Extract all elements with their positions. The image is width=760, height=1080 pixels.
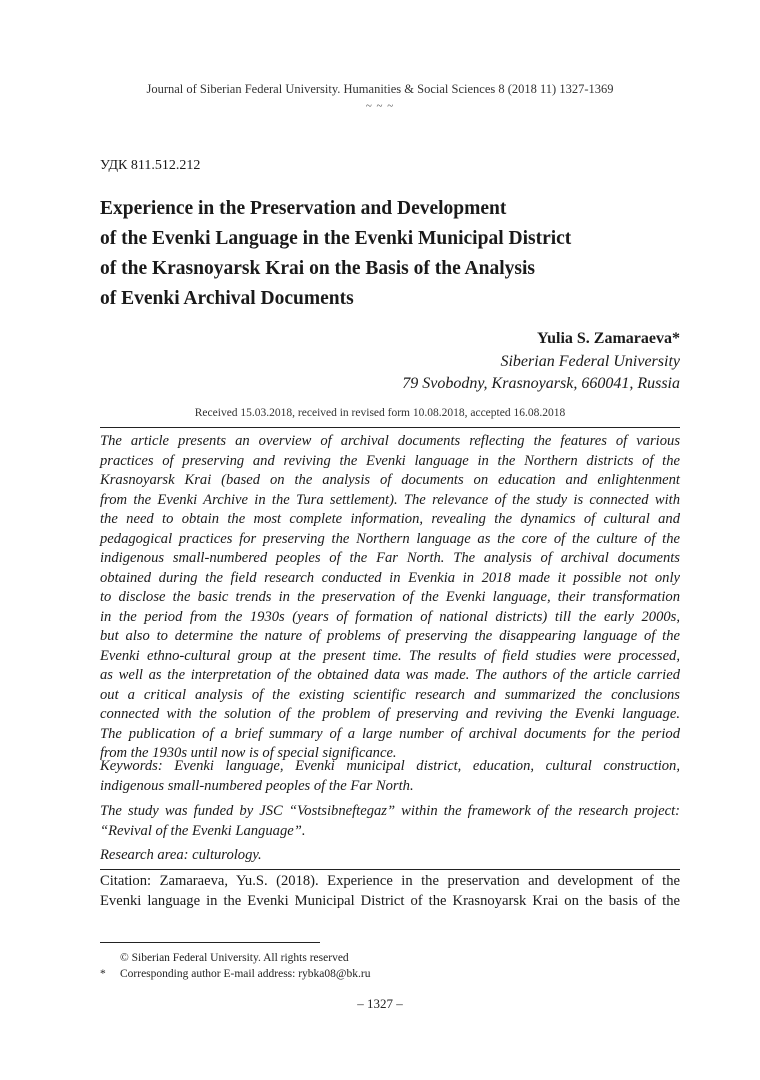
keywords — [100, 757, 680, 796]
title-line: of the Evenki Language in the Evenki Municipal District — [100, 228, 572, 249]
research-area — [100, 846, 680, 866]
copyright-footnote: © Siberian Federal University. All rights reserved — [120, 952, 349, 964]
author-block — [402, 328, 680, 396]
udk-code: УДК 811.512.212 — [100, 158, 201, 173]
citation — [100, 872, 680, 911]
corresponding-footnote — [100, 968, 370, 980]
abstract-line: in the period from the 1930s (years of formation of national districts) till the early 2000s, — [100, 608, 680, 625]
funding-line: “Revival of the Evenki Language”. — [100, 822, 306, 839]
research-area-text: Research area: culturology. — [100, 847, 262, 863]
title-line: of the Krasnoyarsk Krai on the Basis of the Analysis — [100, 258, 535, 279]
abstract-line: from the 1930s until now is of special significance. — [100, 745, 397, 761]
keywords-line: Keywords: Evenki language, Evenki municipal district, education, cultural construction, — [100, 758, 680, 774]
page-number: – 1327 – — [357, 996, 403, 1011]
citation-line: Citation: Zamaraeva, Yu.S. (2018). Experience in the preservation and development of the — [100, 873, 680, 889]
abstract-line: pedagogical practices for preserving the Northern language as the core of the culture of the — [100, 530, 680, 547]
abstract-line: Evenki ethno-cultural group at the present time. The results of field studies were processed, — [100, 647, 680, 664]
abstract-line: obtained during the field research conducted in Evenkia in 2018 made it possible not only — [100, 569, 680, 586]
title-line: of Evenki Archival Documents — [100, 288, 354, 309]
divider-top — [100, 427, 680, 428]
abstract-line: indigenous small-numbered peoples of the Far North. The analysis of archival documents — [100, 550, 680, 566]
journal-header: Journal of Siberian Federal University. Humanities & Social Sciences 8 (2018 11) 1327-1369 — [146, 82, 614, 96]
abstract-line: to disclose the basic trends in the preservation of the Evenki language, their transformation — [100, 589, 680, 605]
footnote-divider — [100, 942, 320, 943]
funding-line: The study was funded by JSC “Vostsibneftegaz” within the framework of the research project: — [100, 803, 680, 819]
funding-note — [100, 802, 680, 841]
keywords-line: indigenous small-numbered peoples of the Far North. — [100, 777, 414, 794]
abstract — [100, 432, 680, 764]
received-dates: Received 15.03.2018, received in revised form 10.08.2018, accepted 16.08.2018 — [194, 407, 566, 419]
title-line: Experience in the Preservation and Development — [100, 198, 507, 219]
abstract-line: but also to determine the nature of problems of preserving the disappearing language of the — [100, 628, 680, 644]
abstract-line: connected with the solution of the problem of preserving and reviving the Evenki language. — [100, 706, 680, 722]
abstract-line: the need to obtain the most complete information, revealing the dynamics of cultural and — [100, 511, 680, 527]
abstract-line: practices of preserving and reviving the Evenki language in the Northern districts of the — [100, 452, 680, 469]
article-title — [100, 194, 640, 314]
abstract-line: as well as the interpretation of the obtained data was made. The authors of the article carried — [100, 667, 680, 683]
author-address: 79 Svobodny, Krasnoyarsk, 660041, Russia — [402, 375, 680, 392]
header-ornament: ~ ~ ~ — [365, 100, 395, 112]
abstract-line: out a critical analysis of the existing scientific research and summarized the conclusions — [100, 686, 680, 703]
divider-bottom — [100, 869, 680, 870]
abstract-line: from the Evenki Archive in the Tura settlement). The relevance of the study is connected with — [100, 491, 680, 508]
abstract-line: Krasnoyarsk Krai (based on the analysis of documents on education and enlightenment — [100, 472, 680, 488]
citation-line: Evenki language in the Evenki Municipal District of the Krasnoyarsk Krai on the basis of the — [100, 892, 680, 909]
author-affiliation: Siberian Federal University — [500, 352, 680, 370]
abstract-line: The publication of a brief summary of a large number of archival documents for the period — [100, 725, 680, 742]
footnote-star: * — [100, 968, 106, 980]
abstract-line: The article presents an overview of archival documents reflecting the features of various — [100, 433, 680, 449]
author-name: Yulia S. Zamaraeva* — [537, 330, 680, 347]
corresponding-email: Corresponding author E-mail address: rybka08@bk.ru — [120, 968, 371, 980]
